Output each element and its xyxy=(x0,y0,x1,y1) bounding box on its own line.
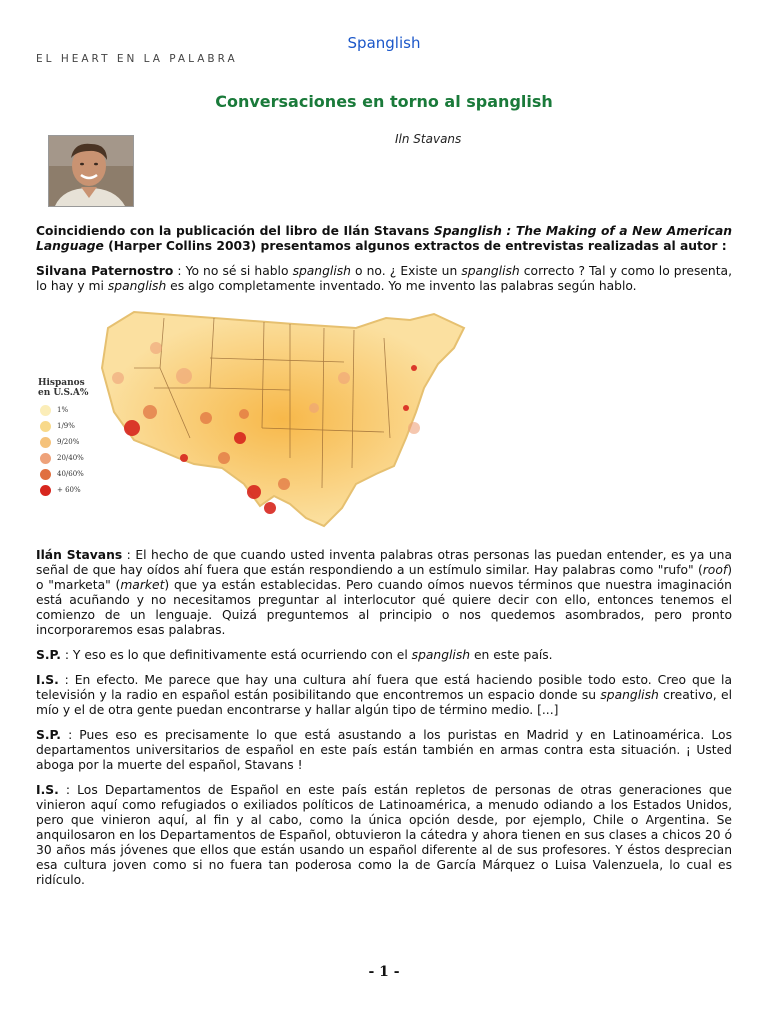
legend-swatch xyxy=(40,405,51,416)
legend-item xyxy=(38,450,98,466)
legend-item xyxy=(38,434,98,450)
legend-swatch xyxy=(40,469,51,480)
paragraph-is-2: I.S. : Los Departamentos de Español en este país están repletos de personas de otras generaciones que vinieron aquí como refugiados o exiliados políticos de Latinoamérica, a menudo odiando a los Estados Unidos, pero que vinieron aquí, al fin y al cabo, como la única opción desde, por ejemplo, Chile o Argentina. Se anquilosaron en los Departamentos de Español, obtuvieron la cátedra y ahora tienen en sus clases a chicos 20 ó 30 años más jóvenes que ellos que están usando un español diferente al de sus profesores. Y éstos desprecian esa cultura joven como si no fuera tan poderosa como la de García Márquez o Luisa Valenzuela, lo cual es ridículo. xyxy=(36,783,732,887)
site-link-spanglish[interactable]: Spanglish xyxy=(347,34,421,52)
paragraph-silvana: Silvana Paternostro : Yo no sé si hablo spanglish o no. ¿ Existe un spanglish correcto ? Tal y como lo presenta, lo hay y mi spanglish es algo completamente inventado. Yo me invento las palabras según hablo. xyxy=(36,264,732,293)
map-legend xyxy=(38,378,98,498)
legend-item xyxy=(38,418,98,434)
legend-item xyxy=(38,402,98,418)
legend-swatch xyxy=(40,437,51,448)
author-photo xyxy=(48,135,134,207)
usa-map xyxy=(94,308,474,534)
author-byline: Iln Stavans xyxy=(395,132,462,146)
paragraph-sp-1: S.P. : Y eso es lo que definitivamente está ocurriendo con el spanglish en este país. xyxy=(36,648,553,662)
paragraph-ilan: Ilán Stavans : El hecho de que cuando usted inventa palabras otras personas las puedan entender, es ya una señal de que hay oídos ahí fuera que están respondiendo a un estímulo similar. Hay palabras como "rufo" (roof) o "marketa" (market) que ya están establecidas. Pero cuando oímos nuevos términos que nuestra imaginación está acuñando y no necesitamos preguntar al interlocutor qué quiere decir con ello, entonces tenemos el comienzo de un lenguaje. Quizá preguntemos al principio o nos quedemos asombrados, pero pronto incorporaremos esas palabras. xyxy=(36,548,732,637)
paragraph-is-1: I.S. : En efecto. Me parece que hay una cultura ahí fuera que está haciendo posible todo esto. Creo que la televisión y la radio en español están posibilitando que encontremos un espacio donde su spanglish creativo, el mío y el de otra gente puedan encontrarse y hallar algún tipo de término medio. [...] xyxy=(36,673,732,717)
site-tagline: EL HEART EN LA PALABRA xyxy=(36,53,238,65)
article-title: Conversaciones en torno al spanglish xyxy=(215,92,553,111)
legend-swatch xyxy=(40,485,51,496)
intro-paragraph: Coincidiendo con la publicación del libro de Ilán Stavans Spanglish : The Making of a New American Language (Harper Collins 2003) presentamos algunos extractos de entrevistas realizadas al autor : xyxy=(36,224,732,253)
legend-label: 1% xyxy=(57,405,69,414)
legend-label: + 60% xyxy=(57,485,81,494)
legend-label: 1/9% xyxy=(57,421,75,430)
hispanic-map-figure xyxy=(38,308,478,534)
page-number: - 1 - xyxy=(368,964,400,980)
legend-title: Hispanos en U.S.A% xyxy=(38,378,89,398)
legend-label: 40/60% xyxy=(57,469,84,478)
legend-label: 20/40% xyxy=(57,453,84,462)
legend-swatch xyxy=(40,421,51,432)
article-body xyxy=(36,224,732,898)
legend-label: 9/20% xyxy=(57,437,80,446)
legend-swatch xyxy=(40,453,51,464)
legend-item xyxy=(38,482,98,498)
legend-item xyxy=(38,466,98,482)
paragraph-sp-2: S.P. : Pues eso es precisamente lo que está asustando a los puristas en Madrid y en Latinoamérica. Los departamentos universitarios de español en este país están también en armas contra esta situación. ¡ Usted aboga por la muerte del español, Stavans ! xyxy=(36,728,732,772)
